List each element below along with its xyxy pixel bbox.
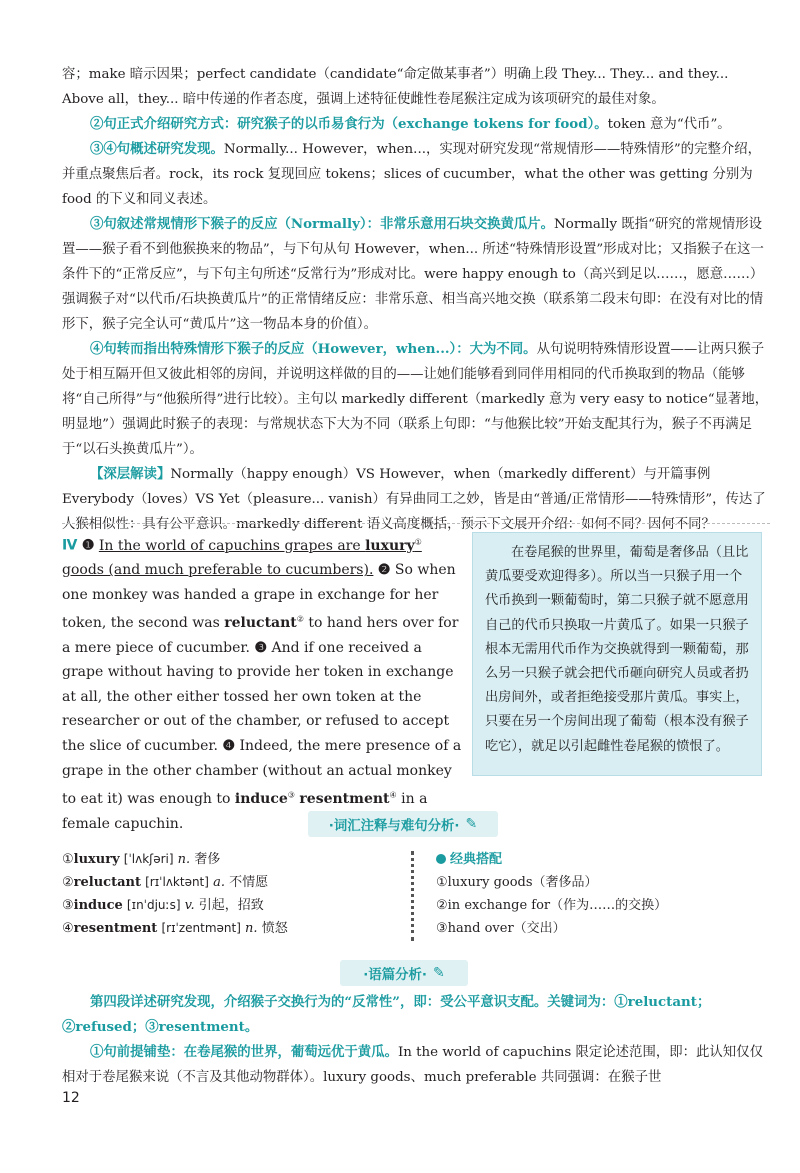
sentence-3-marker: ❸ xyxy=(254,639,268,656)
analysis-para-rest: In the world of capuchins 限定论述范围，即：此认知仅仅相对于卷尾猴来说（不言及其他动物群体）。luxury goods、much preferable 共同强调：在猴子世 xyxy=(62,1045,763,1085)
pen-icon: ✎ xyxy=(433,965,445,981)
page-number: 12 xyxy=(62,1090,80,1106)
collocation-item: ③hand over（交出） xyxy=(436,921,566,936)
sentence-4: Indeed, the mere presence of a grape in the other chamber (without an actual monkey to eat it) was enough to induce③ resentment④ in a female capuchin. xyxy=(62,738,462,832)
para-4-rest: Normally 既指“研究的常规情形设置——猴子看不到他猴换来的物品”，与下句从句 However，when... 所述“特殊情形设置”形成对比；又指猴子在这一条件下的“正常反应”，与下句主句所述“反常行为”形成对比。were happy enough to（高兴到足以……，愿意……）强调猴子对“以代币/石块换黄瓜片”的正常情绪反应：非常乐意、相当高兴地交换（联系第二段末句即：在没有对比的情形下，猴子完全认可“黄瓜片”这一物品本身的价值）。 xyxy=(62,217,764,332)
sentence-2: So when one monkey was handed a grape in exchange for her token, the second was reluctant② to hand hers over for a mere piece of cucumber. xyxy=(62,562,459,656)
para-2-rest: token 意为“代币”。 xyxy=(607,117,731,132)
para-5-lead: ④句转而指出特殊情形下猴子的反应（However，when...）：大为不同。 xyxy=(90,341,537,357)
analysis-banner xyxy=(340,960,468,986)
sentence-4-marker: ❹ xyxy=(222,738,236,755)
collocation-item: ①luxury goods（奢侈品） xyxy=(436,875,598,890)
section-divider xyxy=(62,523,770,524)
sentence-2-marker: ❷ xyxy=(377,562,391,579)
para-5-rest: 从句说明特殊情形设置——让两只猴子处于相互隔开但又彼此相邻的房间，并说明这样做的目的——让她们能够看到同伴用相同的代币换取到的物品（能够将“自己所得”与“他猴所得”进行比较）。主句以 markedly different（markedly 意为 very easy to notice“显著地，明显地”）强调此时猴子的表现：与常规状态下大为不同（联系上句即：“与他猴比较”开始支配其行为，猴子不再满足于“以石头换黄瓜片”）。 xyxy=(62,342,769,457)
analysis-banner-text: ·语篇分析· xyxy=(363,967,427,983)
collocation-title: 经典搭配 xyxy=(436,848,766,871)
vocab-item: ①luxury [ˈlʌkʃəri] n. 奢侈 xyxy=(62,852,221,867)
section-4-english xyxy=(62,530,462,836)
vocab-item: ②reluctant [rɪˈlʌktənt] a. 不情愿 xyxy=(62,875,269,890)
top-paragraph xyxy=(62,62,770,112)
deep-reading-tag: 【深层解读】 xyxy=(90,466,171,482)
analysis-lead: 第四段详述研究发现，介绍猴子交换行为的“反常性”，即：受公平意识支配。关键词为：①reluctant；②refused；③resentment。 xyxy=(62,994,711,1035)
bullet-dot-icon xyxy=(436,854,446,864)
translation-box: 在卷尾猴的世界里，葡萄是奢侈品（且比黄瓜要受欢迎得多）。所以当一只猴子用一个代币换到一颗葡萄时，第二只猴子就不愿意用自己的代币只换取一片黄瓜了。如果一只猴子根本无需用代币作为交换就得到一颗葡萄，那么另一只猴子就会把代币砸向研究人员或者扔出房间外，或者拒绝接受那片黄瓜。事实上，只要在另一个房间出现了葡萄（根本没有猴子吃它），就足以引起雌性卷尾猴的愤恨了。 xyxy=(472,532,762,776)
analysis-para-lead: ①句前提铺垫：在卷尾猴的世界，葡萄远优于黄瓜。 xyxy=(90,1044,398,1060)
sentence-1: In the world of capuchins grapes are luxury① goods (and much preferable to cucumbers). xyxy=(62,537,422,579)
section-roman-numeral: Ⅳ xyxy=(62,537,78,554)
para-5 xyxy=(62,337,770,462)
para-3-lead: ③④句概述研究发现。 xyxy=(90,141,224,157)
analysis-paragraphs xyxy=(62,112,770,537)
para-3 xyxy=(62,137,770,212)
para-3-rest: Normally... However，when...，实现对研究发现“常规情形——特殊情形”的完整介绍，并重点聚焦后者。rock，its rock 复现回应 tokens；slices of cucumber，what the other was getting 分别为 food 的下义和同义表述。 xyxy=(62,142,762,207)
binding-chain-divider xyxy=(411,851,422,941)
para-4-lead: ③句叙述常规情形下猴子的反应（Normally）：非常乐意用石块交换黄瓜片。 xyxy=(90,216,555,232)
sentence-3: And if one received a grape without having to provide her token in exchange at all, the other either tossed her own token at the researcher or out of the chamber, or refused to accept the slice of cucumber. xyxy=(62,639,454,755)
pen-icon: ✎ xyxy=(465,816,478,832)
vocab-item: ③induce [ɪnˈdjuːs] v. 引起，招致 xyxy=(62,898,264,913)
para-2-lead: ②句正式介绍研究方式：研究猴子的以币易食行为（exchange tokens for food）。 xyxy=(90,116,608,132)
sentence-1-marker: ❶ xyxy=(81,537,95,554)
deep-reading-text: Normally（happy enough）VS However，when（markedly different）与开篇事例 Everybody（loves）VS Yet（pleasure... vanish）有异曲同工之妙，皆是由“普通/正常情形——特殊情形”，传达了人猴相似性：具有公平意识。markedly different 语义高度概括，预示下文展开介绍：如何不同？因何不同？ xyxy=(62,467,766,532)
collocation-item: ②in exchange for（作为……的交换） xyxy=(436,898,668,913)
vocab-banner xyxy=(308,811,498,837)
top-line-1: 容；make 暗示因果；perfect candidate（candidate“命定做某事者”）明确上段 They... They... and they... xyxy=(62,67,729,82)
analysis-para xyxy=(62,1040,770,1090)
para-4 xyxy=(62,212,770,337)
discourse-analysis xyxy=(62,990,770,1090)
vocab-item: ④resentment [rɪˈzentmənt] n. 愤怒 xyxy=(62,921,288,936)
collocation-list xyxy=(436,848,766,940)
para-2 xyxy=(62,112,770,137)
vocab-list xyxy=(62,848,392,940)
deep-reading xyxy=(62,462,770,537)
vocab-banner-text: ·词汇注释与难句分析· xyxy=(328,818,460,834)
top-line-2: Above all，they... 暗中传递的作者态度，强调上述特征使雌性卷尾猴注定成为该项研究的最佳对象。 xyxy=(62,92,665,107)
